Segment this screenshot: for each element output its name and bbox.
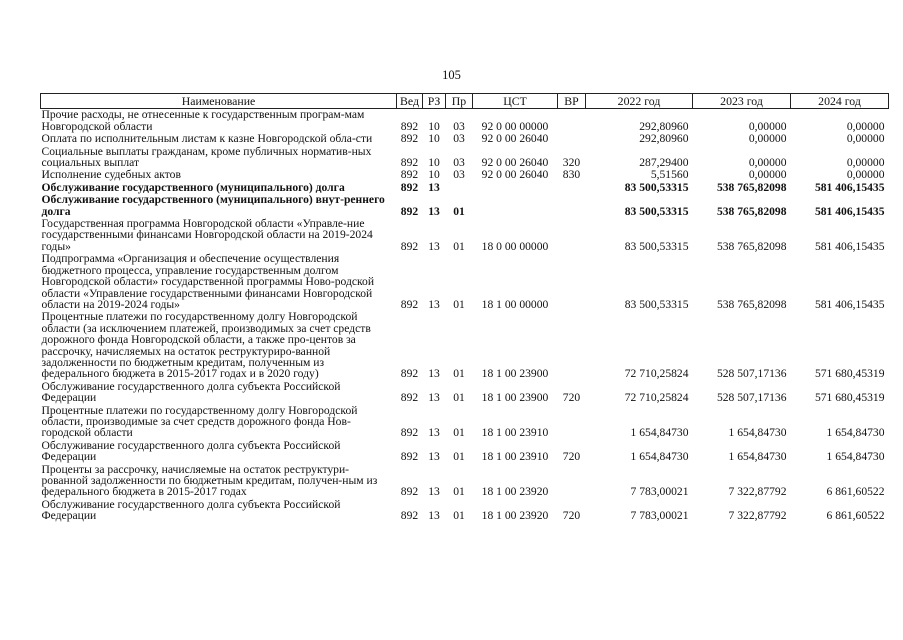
table-body: [41, 109, 889, 523]
cell-cst: 18 1 00 23920: [481, 509, 549, 523]
table-header: [41, 94, 889, 109]
cell-cst: [473, 194, 558, 218]
cell-2023: 7 322,87792: [728, 485, 787, 499]
cell-2023: 528 507,17136: [716, 367, 787, 381]
cell-cst: 92 0 00 00000: [481, 119, 549, 133]
cell-name: Исполнение судебных актов: [41, 168, 181, 182]
cell-2024: 581 406,15435: [814, 297, 885, 311]
table-row: [41, 109, 889, 133]
cell-2022: 83 500,53315: [624, 297, 689, 311]
cell-vr: [558, 405, 586, 440]
table-row: [41, 381, 889, 405]
table-row: [41, 499, 889, 523]
cell-vr: [558, 194, 586, 218]
cell-pr: 01: [453, 485, 465, 499]
cell-ved: 892: [400, 367, 419, 381]
cell-cst: 18 1 00 23900: [481, 367, 549, 381]
cell-cst: 18 1 00 23920: [481, 485, 549, 499]
cell-vr: 720: [562, 450, 581, 464]
cell-ved: 892: [400, 132, 419, 146]
cell-2023: 1 654,84730: [728, 426, 787, 440]
cell-2022: 72 710,25824: [624, 367, 689, 381]
cell-2024: 1 654,84730: [826, 450, 885, 464]
cell-2022: 83 500,53315: [624, 180, 689, 194]
cell-name: Обслуживание государственного (муниципального) долга: [41, 180, 345, 194]
header-ved: Вед: [397, 94, 423, 109]
cell-2022: 1 654,84730: [630, 426, 689, 440]
cell-vr: [558, 133, 586, 145]
cell-cst: 18 1 00 23910: [481, 426, 549, 440]
cell-vr: [558, 311, 586, 380]
cell-2023: 538 765,82098: [716, 204, 787, 218]
cell-vr: [558, 253, 586, 311]
cell-pr: 03: [453, 156, 465, 170]
cell-pr: 03: [453, 168, 465, 182]
cell-2024: 1 654,84730: [826, 426, 885, 440]
cell-2022: 292,80960: [639, 119, 689, 133]
cell-2023: 0,00000: [748, 156, 787, 170]
cell-pr: 01: [453, 367, 465, 381]
cell-2024: 6 861,60522: [826, 509, 885, 523]
table-row: [41, 440, 889, 464]
cell-ved: 892: [400, 168, 419, 182]
cell-name: Социальные выплаты гражданам, кроме публичных норматив-ных социальных выплат: [41, 144, 372, 170]
cell-rz: 13: [428, 426, 440, 440]
cell-name: Подпрограмма «Организация и обеспечение осуществления бюджетного процесса, управление государственным долгом Новгородской области» государственной программы Ново-родской области «Управление государственными финансами Новгородской области на 2019-2024 годы»: [41, 252, 375, 311]
cell-2024: 571 680,45319: [814, 391, 885, 405]
cell-ved: 892: [400, 450, 419, 464]
cell-rz: 10: [428, 156, 440, 170]
header-rz: РЗ: [423, 94, 446, 109]
cell-2024: 571 680,45319: [814, 367, 885, 381]
cell-name: Государственная программа Новгородской области «Управле-ние государственными финансами Новгородской области на 2019-2024 годы»: [41, 217, 373, 253]
cell-rz: 10: [428, 168, 440, 182]
cell-pr: 01: [453, 391, 465, 405]
cell-pr: 03: [453, 132, 465, 146]
cell-2024: 6 861,60522: [826, 485, 885, 499]
cell-ved: 892: [400, 426, 419, 440]
cell-pr: 03: [453, 119, 465, 133]
cell-cst: 92 0 00 26040: [481, 168, 549, 182]
cell-cst: 92 0 00 26040: [481, 132, 549, 146]
cell-rz: 13: [428, 391, 440, 405]
cell-2023: 0,00000: [748, 119, 787, 133]
cell-vr: 720: [562, 391, 581, 405]
cell-ved: 892: [400, 119, 419, 133]
cell-pr: 01: [453, 450, 465, 464]
cell-name: Процентные платежи по государственному долгу Новгородской области, производимые за счет средств дорожного фонда Нов-городской области: [41, 403, 358, 440]
cell-2023: 538 765,82098: [716, 239, 787, 253]
cell-ved: 892: [400, 204, 419, 218]
cell-2024: 0,00000: [846, 168, 885, 182]
cell-cst: [473, 182, 558, 194]
cell-ved: 892: [400, 180, 419, 194]
cell-name: Обслуживание государственного долга субъекта Российской Федерации: [41, 438, 341, 464]
cell-2022: 1 654,84730: [630, 450, 689, 464]
header-vr: ВР: [558, 94, 586, 109]
cell-2024: 581 406,15435: [814, 204, 885, 218]
table-row: [41, 218, 889, 253]
header-cst: ЦСТ: [473, 94, 558, 109]
cell-ved: 892: [400, 239, 419, 253]
header-pr: Пр: [446, 94, 473, 109]
cell-name: Оплата по исполнительным листам к казне Новгородской обла-сти: [41, 132, 373, 146]
cell-vr: 720: [562, 509, 581, 523]
cell-cst: 18 1 00 00000: [481, 297, 549, 311]
cell-cst: 18 0 00 00000: [481, 239, 549, 253]
cell-2022: 5,51560: [650, 168, 689, 182]
cell-ved: 892: [400, 297, 419, 311]
table-row: [41, 169, 889, 181]
cell-name: Обслуживание государственного долга субъекта Российской Федерации: [41, 379, 341, 405]
cell-ved: 892: [400, 156, 419, 170]
cell-pr: 01: [453, 297, 465, 311]
cell-2023: 1 654,84730: [728, 450, 787, 464]
cell-2023: 7 322,87792: [728, 509, 787, 523]
cell-2023: 528 507,17136: [716, 391, 787, 405]
cell-2024: 581 406,15435: [814, 239, 885, 253]
cell-pr: 01: [453, 239, 465, 253]
cell-name: Обслуживание государственного (муниципального) внут-реннего долга: [41, 193, 385, 218]
table-row: [41, 311, 889, 380]
cell-2024: 0,00000: [846, 119, 885, 133]
cell-ved: 892: [400, 485, 419, 499]
cell-2022: 72 710,25824: [624, 391, 689, 405]
cell-name: Процентные платежи по государственному долгу Новгородской области (за исключением платежей, производимых за счет средств дорожного фонда Новгородской области, а также про-центов за рассрочку, начисляемых на остаток реструктуриро-ванной задолженности по бюджетным кредитам, полученным из федерального бюджета в 2015-2017 годах и в 2020 году): [41, 310, 371, 381]
cell-2023: 0,00000: [748, 132, 787, 146]
cell-2022: 7 783,00021: [630, 485, 689, 499]
cell-rz: 10: [428, 132, 440, 146]
table-row: [41, 464, 889, 499]
budget-table: [40, 93, 889, 523]
cell-rz: 13: [428, 204, 440, 218]
cell-name: Проценты за рассрочку, начисляемые на остаток реструктури-рованной задолженности по бюджетным кредитам, получен-ным из федерального бюджета в 2015-2017 годах: [41, 462, 378, 499]
cell-2022: 83 500,53315: [624, 239, 689, 253]
cell-rz: 13: [428, 509, 440, 523]
cell-cst: 18 1 00 23910: [481, 450, 549, 464]
cell-2024: 581 406,15435: [814, 180, 885, 194]
cell-vr: 830: [562, 168, 581, 182]
cell-2024: 0,00000: [846, 156, 885, 170]
cell-pr: 01: [453, 204, 465, 218]
cell-cst: 92 0 00 26040: [481, 156, 549, 170]
header-2024: 2024 год: [791, 94, 889, 109]
header-2023: 2023 год: [693, 94, 791, 109]
cell-name: Прочие расходы, не отнесенные к государственным програм-мам Новгородской области: [41, 108, 365, 133]
cell-cst: 18 1 00 23900: [481, 391, 549, 405]
cell-pr: [446, 182, 473, 194]
cell-pr: 01: [453, 426, 465, 440]
cell-2022: 292,80960: [639, 132, 689, 146]
cell-vr: [558, 182, 586, 194]
cell-rz: 13: [428, 450, 440, 464]
cell-rz: 10: [428, 119, 440, 133]
header-2022: 2022 год: [586, 94, 693, 109]
cell-name: Обслуживание государственного долга субъекта Российской Федерации: [41, 497, 341, 523]
cell-2023: 0,00000: [748, 168, 787, 182]
cell-rz: 13: [428, 239, 440, 253]
cell-vr: 320: [562, 156, 581, 170]
table-row: [41, 405, 889, 440]
cell-ved: 892: [400, 391, 419, 405]
cell-2022: 83 500,53315: [624, 204, 689, 218]
cell-pr: 01: [453, 509, 465, 523]
cell-vr: [558, 218, 586, 253]
table-row: [41, 253, 889, 311]
cell-rz: 13: [428, 297, 440, 311]
table-row: [41, 146, 889, 170]
cell-2022: 7 783,00021: [630, 509, 689, 523]
cell-rz: 13: [428, 485, 440, 499]
cell-vr: [558, 109, 586, 133]
cell-rz: 13: [428, 367, 440, 381]
table-row: [41, 194, 889, 218]
page-number: 105: [442, 68, 461, 82]
cell-vr: [558, 464, 586, 499]
cell-2022: 287,29400: [639, 156, 689, 170]
header-name: Наименование: [41, 94, 397, 109]
cell-2024: 0,00000: [846, 132, 885, 146]
cell-2023: 538 765,82098: [716, 297, 787, 311]
cell-ved: 892: [400, 509, 419, 523]
cell-rz: 13: [428, 180, 440, 194]
table-row: [41, 133, 889, 145]
cell-2023: 538 765,82098: [716, 180, 787, 194]
